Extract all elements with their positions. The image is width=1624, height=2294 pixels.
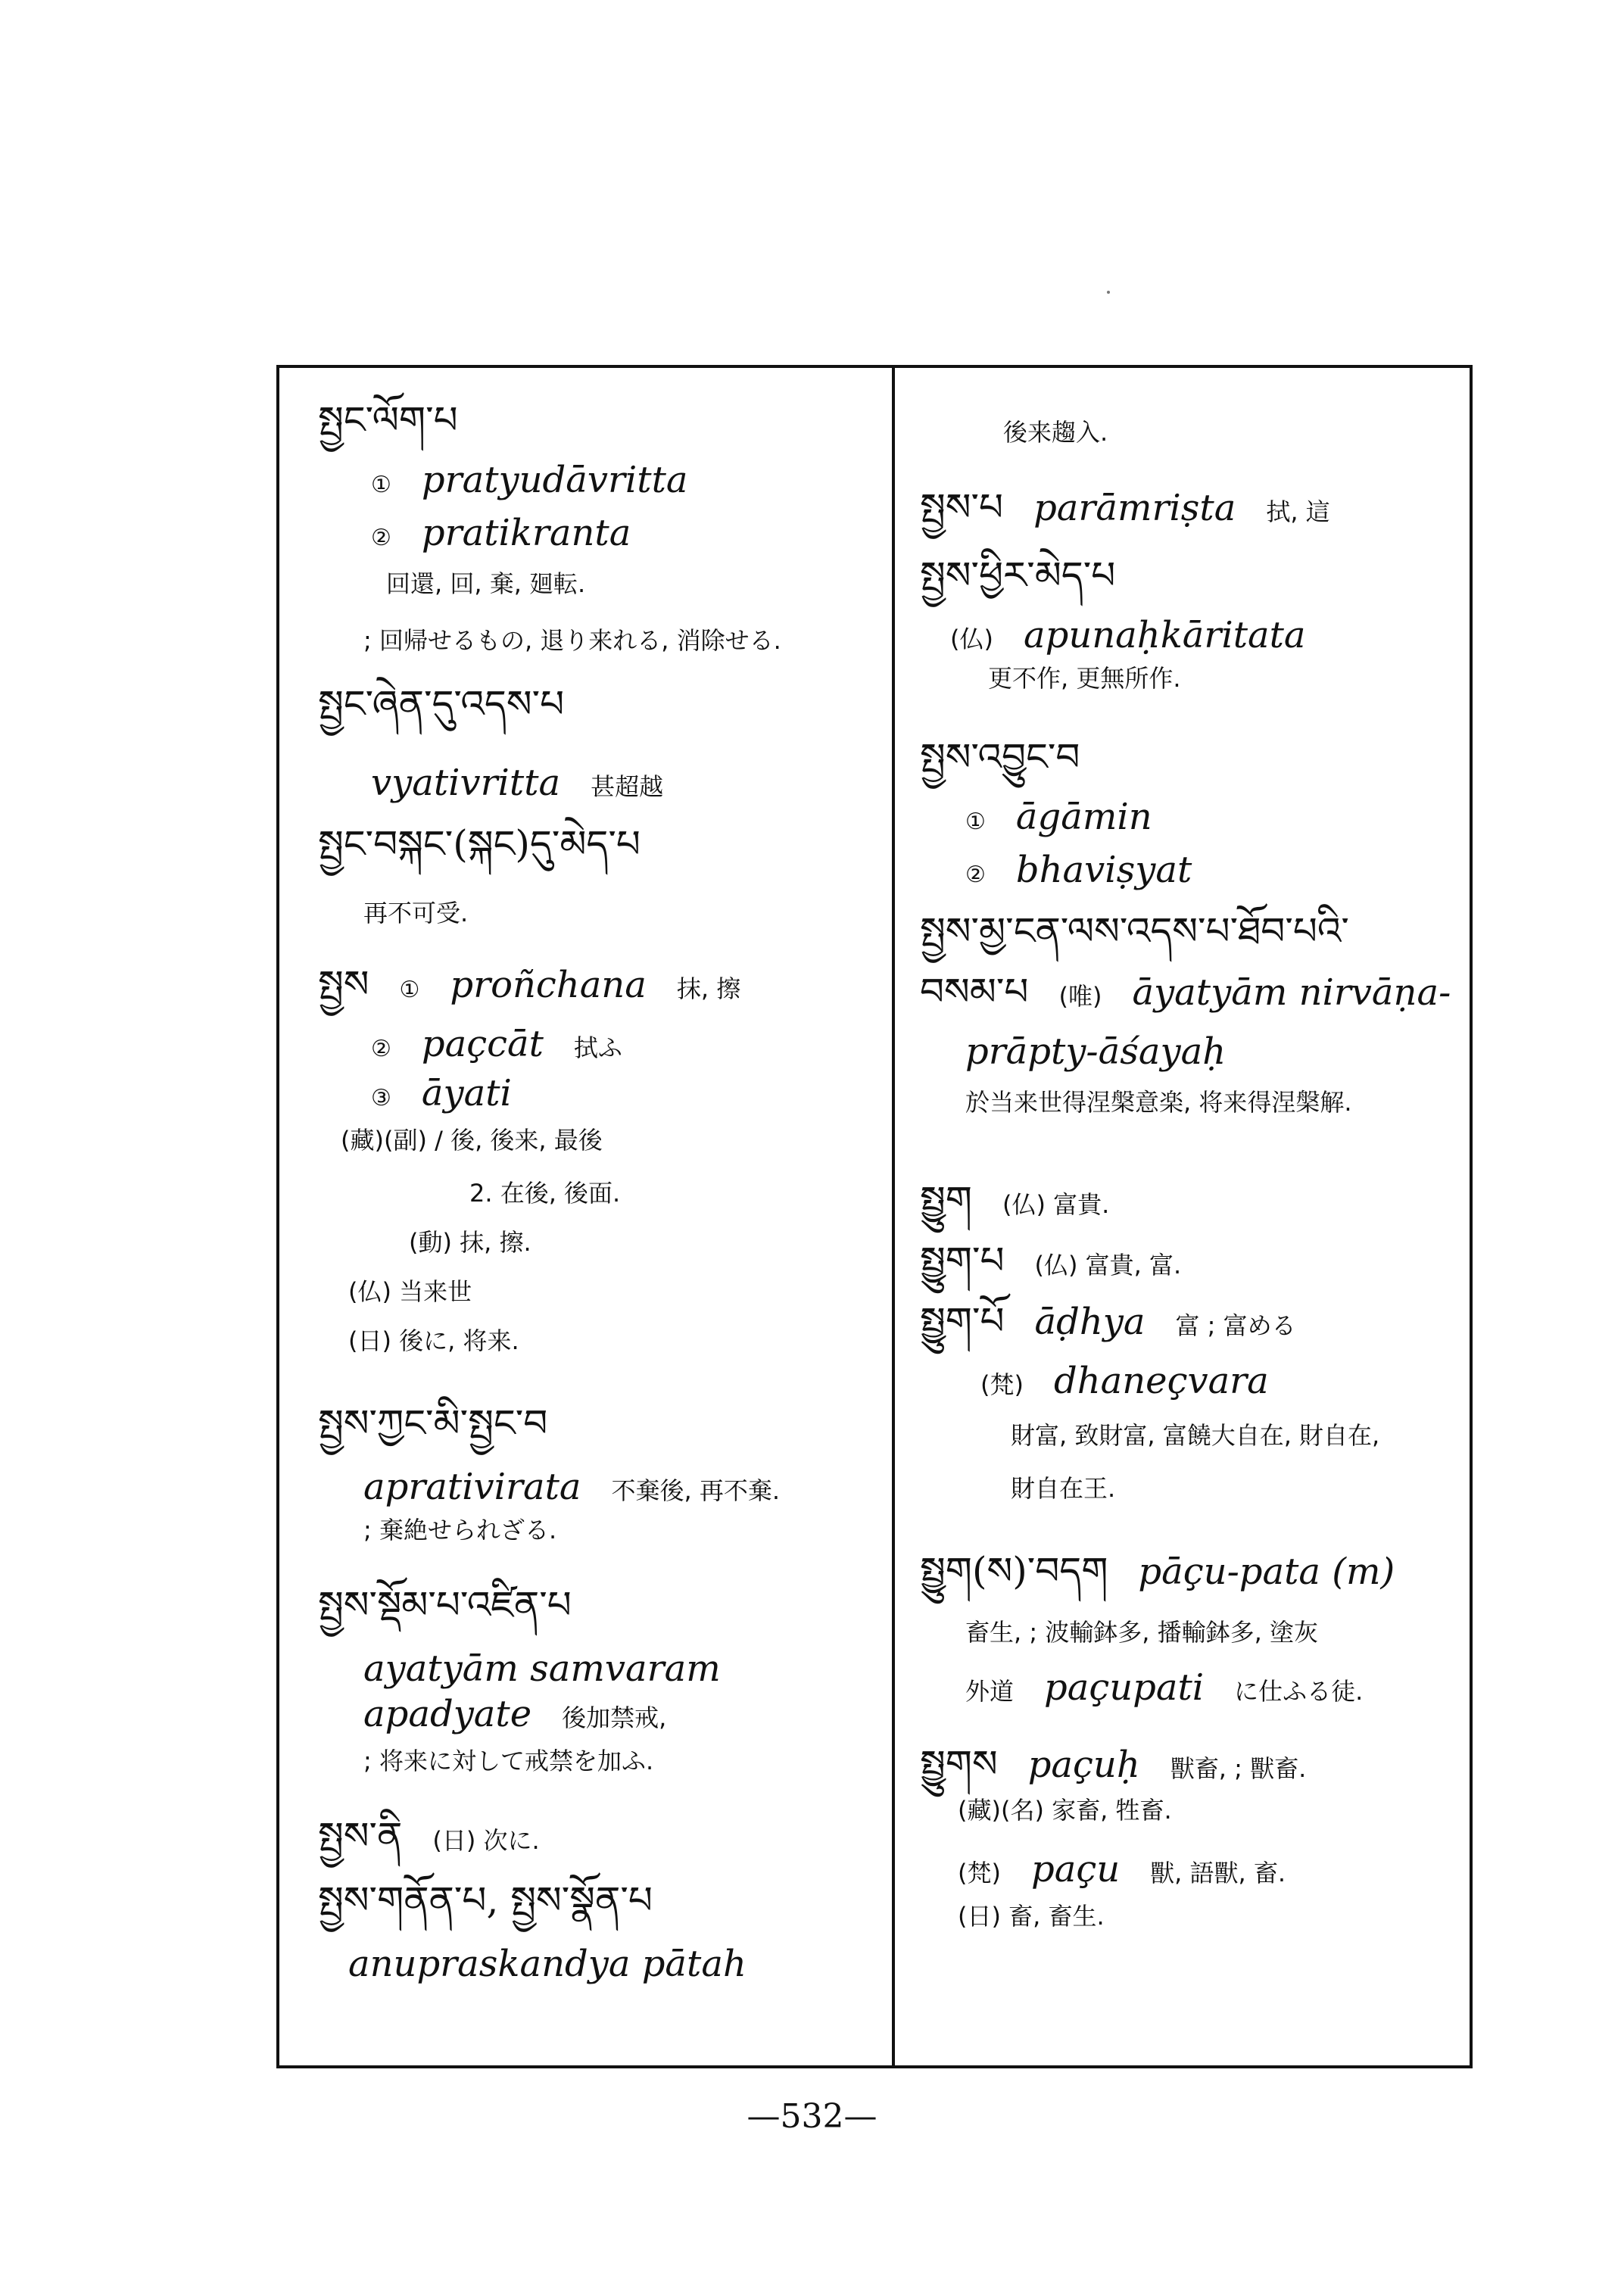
japanese-gloss: (梵) (958, 1859, 1001, 1887)
right-entry-line (920, 485, 1361, 529)
japanese-gloss: (梵) (980, 1370, 1024, 1399)
japanese-gloss: 外道 (965, 1677, 1015, 1706)
right-entry-line (988, 664, 1211, 693)
left-entry-line (318, 962, 771, 1006)
left-entry-line (318, 1583, 602, 1627)
japanese-gloss: ; 棄絶せられざる. (363, 1516, 557, 1544)
japanese-gloss: (日) 後に, 将来. (348, 1326, 519, 1355)
right-entry-line (965, 1618, 1348, 1647)
japanese-gloss: (仏) 当来世 (348, 1277, 472, 1306)
sense-number: ② (371, 1036, 391, 1062)
sanskrit-equivalent: paçcāt (421, 1023, 544, 1065)
japanese-gloss: 2. 在後, 後面. (469, 1179, 621, 1208)
tibetan-headword: སྤྱས་ཀྱང་མི་སྤྱང་བ (318, 1401, 548, 1445)
japanese-gloss: 拭, 這 (1266, 497, 1330, 526)
japanese-gloss: 不棄後, 再不棄. (611, 1476, 781, 1505)
right-entry-line (920, 970, 1481, 1014)
sanskrit-equivalent: parāmriṣta (1033, 487, 1236, 529)
sense-number: ① (965, 809, 986, 835)
tibetan-headword: སྤྱས (318, 962, 369, 1006)
sanskrit-equivalent: pratyudāvritta (421, 459, 688, 501)
japanese-gloss: 抹, 擦 (676, 974, 741, 1003)
right-entry-line (920, 1178, 1139, 1222)
sanskrit-equivalent: proñchana (450, 964, 647, 1006)
left-entry-line (318, 822, 671, 866)
sanskrit-equivalent: pāçu-pata (m) (1138, 1551, 1395, 1593)
japanese-gloss: 獸, 語獸, 畜. (1150, 1859, 1286, 1887)
right-entry-line (965, 849, 1222, 891)
left-entry-line (318, 682, 594, 726)
scan-speck (1107, 291, 1110, 294)
japanese-gloss: (藏)(副) / 後, 後来, 最後 (341, 1126, 603, 1155)
japanese-gloss: 財自在王. (1011, 1474, 1116, 1503)
sense-number: ① (371, 472, 391, 498)
right-entry-line (920, 1549, 1425, 1593)
left-entry-line (371, 1072, 542, 1114)
sanskrit-equivalent: anupraskandya pātah (348, 1943, 747, 1985)
japanese-gloss: ; 回帰せるもの, 退り来れる, 消除せる. (363, 626, 781, 655)
sanskrit-equivalent: āyati (421, 1072, 512, 1114)
tibetan-headword: སྤྱང་ལོག་པ (318, 398, 458, 442)
tibetan-headword: སྤྱང་ཞེན་དུ་འདས་པ (318, 682, 565, 726)
sanskrit-equivalent: āgāmin (1015, 796, 1152, 838)
tibetan-headword: སྤྱས་གནོན་པ, སྤྱས་སྣོན་པ (318, 1878, 653, 1922)
sanskrit-equivalent: apadyate (363, 1693, 532, 1735)
left-entry-line (371, 512, 661, 554)
right-entry-line (1003, 418, 1138, 447)
left-entry-line (371, 1023, 653, 1065)
japanese-gloss: 獸畜, ; 獸畜. (1170, 1754, 1307, 1783)
right-entry-line (950, 614, 1336, 656)
tibetan-headword: སྤྱུག་པོ (920, 1299, 1005, 1343)
sanskrit-equivalent: āyatyām nirvāṇa- (1132, 971, 1451, 1014)
tibetan-headword: སྤྱུག(ས)་བདག (920, 1549, 1108, 1593)
right-entry-line (965, 1030, 1256, 1073)
japanese-gloss: (藏)(名) 家畜, 牲畜. (958, 1796, 1172, 1825)
tibetan-headword: སྤྱས་ཕྱིར་མེད་པ (920, 553, 1116, 597)
right-entry-line (958, 1902, 1135, 1931)
left-entry-line (318, 1401, 578, 1445)
sanskrit-equivalent: paçupati (1044, 1666, 1205, 1709)
japanese-gloss: (仏) (950, 625, 993, 653)
left-entry-line (363, 901, 498, 925)
right-entry-line (965, 1088, 1382, 1117)
japanese-gloss: 財富, 致財富, 富饒大自在, 財自在, (1011, 1421, 1380, 1450)
japanese-gloss: 富 ; 富める (1175, 1311, 1296, 1340)
tibetan-headword: སྤྱས་པ (920, 485, 1004, 529)
left-entry-line (409, 1230, 562, 1255)
tibetan-headword: སྤྱས་འབྱུང་བ (920, 735, 1080, 779)
left-entry-line (363, 628, 812, 653)
sanskrit-equivalent: aprativirata (363, 1466, 581, 1508)
japanese-gloss: 於当来世得涅槃意楽, 将来得涅槃解. (965, 1088, 1352, 1117)
right-entry-line (965, 796, 1183, 838)
sanskrit-equivalent: āḍhya (1034, 1301, 1146, 1343)
japanese-gloss: に仕ふる徒. (1234, 1677, 1364, 1706)
right-entry-line (920, 909, 1379, 953)
sanskrit-equivalent: paçu (1030, 1848, 1121, 1890)
sense-number: ② (965, 862, 986, 888)
right-entry-line (920, 1742, 1336, 1786)
left-entry-line (318, 1814, 570, 1858)
sanskrit-equivalent: vyativritta (371, 762, 561, 804)
tibetan-headword: སྤྱུག་པ (920, 1239, 1005, 1283)
japanese-gloss: (仏) 富貴, 富. (1034, 1251, 1182, 1279)
japanese-gloss: (唯) (1058, 982, 1102, 1011)
left-entry-line (363, 1749, 684, 1773)
left-entry-line (363, 1466, 810, 1508)
left-entry-line (371, 459, 718, 501)
japanese-gloss: 後来趨入. (1003, 418, 1108, 447)
left-entry-line (341, 1126, 633, 1155)
japanese-gloss: 甚超越 (591, 772, 664, 801)
sanskrit-equivalent: pratikranta (421, 512, 631, 554)
left-entry-line (371, 762, 694, 804)
right-entry-line (1011, 1423, 1410, 1448)
left-entry-line (348, 1943, 777, 1985)
tibetan-headword: སྤྱང་བསྐང་(སྐང)དུ་མེད་པ (318, 822, 641, 866)
japanese-gloss: (日) 畜, 畜生. (958, 1902, 1105, 1931)
tibetan-headword: བསམ་པ (920, 970, 1029, 1014)
right-entry-line (958, 1848, 1316, 1890)
japanese-gloss: 後加禁戒, (562, 1703, 667, 1732)
page-number: —532— (747, 2097, 877, 2136)
left-entry-line (348, 1279, 502, 1304)
right-entry-line (980, 1360, 1299, 1402)
sanskrit-equivalent: paçuḥ (1027, 1744, 1140, 1786)
sanskrit-equivalent: dhaneçvara (1053, 1360, 1269, 1402)
left-entry-line (318, 1878, 683, 1922)
sanskrit-equivalent: apunaḥkāritata (1023, 614, 1306, 656)
japanese-gloss: (仏) 富貴. (1002, 1190, 1110, 1219)
left-entry-line (363, 1647, 751, 1690)
japanese-gloss: 畜生, ; 波輸鉢多, 播輸鉢多, 塗灰 (965, 1618, 1318, 1647)
japanese-gloss: ; 将来に対して戒禁を加ふ. (363, 1747, 654, 1775)
japanese-gloss: 更不作, 更無所作. (988, 664, 1181, 693)
left-entry-line (318, 398, 488, 442)
tibetan-headword: སྤྱུགས (920, 1742, 998, 1786)
sense-number: ③ (371, 1085, 391, 1111)
sanskrit-equivalent: bhaviṣyat (1015, 849, 1192, 891)
japanese-gloss: (日) 次に. (432, 1826, 540, 1855)
column-divider (892, 365, 895, 2068)
japanese-gloss: 回還, 回, 棄, 廻転. (386, 569, 586, 598)
japanese-gloss: 拭ふ (573, 1033, 622, 1062)
right-entry-line (920, 1299, 1326, 1343)
left-entry-line (386, 569, 616, 598)
sense-number: ① (399, 977, 420, 1003)
left-entry-line (363, 1518, 587, 1542)
sanskrit-equivalent: prāpty-āśayaḥ (965, 1030, 1227, 1073)
japanese-gloss: 再不可受. (363, 899, 469, 927)
right-entry-line (958, 1796, 1202, 1825)
right-entry-line (1011, 1476, 1146, 1501)
right-entry-line (920, 735, 1110, 779)
sanskrit-equivalent: ayatyām samvaram (363, 1647, 721, 1690)
tibetan-headword: སྤྱས་སྡོམ་པ་འཛིན་པ (318, 1583, 572, 1627)
tibetan-headword: སྤྱས་མྱ་ངན་ལས་འདས་པ་ཐོབ་པའི་ (920, 909, 1349, 953)
right-entry-line (920, 1239, 1211, 1283)
tibetan-headword: སྤྱས་ནི (318, 1814, 403, 1858)
left-entry-line (363, 1693, 697, 1735)
right-entry-line (965, 1666, 1393, 1709)
japanese-gloss: (動) 抹, 擦. (409, 1228, 531, 1257)
left-entry-line (348, 1326, 550, 1355)
sense-number: ② (371, 525, 391, 551)
right-entry-line (920, 553, 1146, 597)
tibetan-headword: སྤྱུག (920, 1178, 972, 1222)
left-entry-line (469, 1179, 650, 1208)
